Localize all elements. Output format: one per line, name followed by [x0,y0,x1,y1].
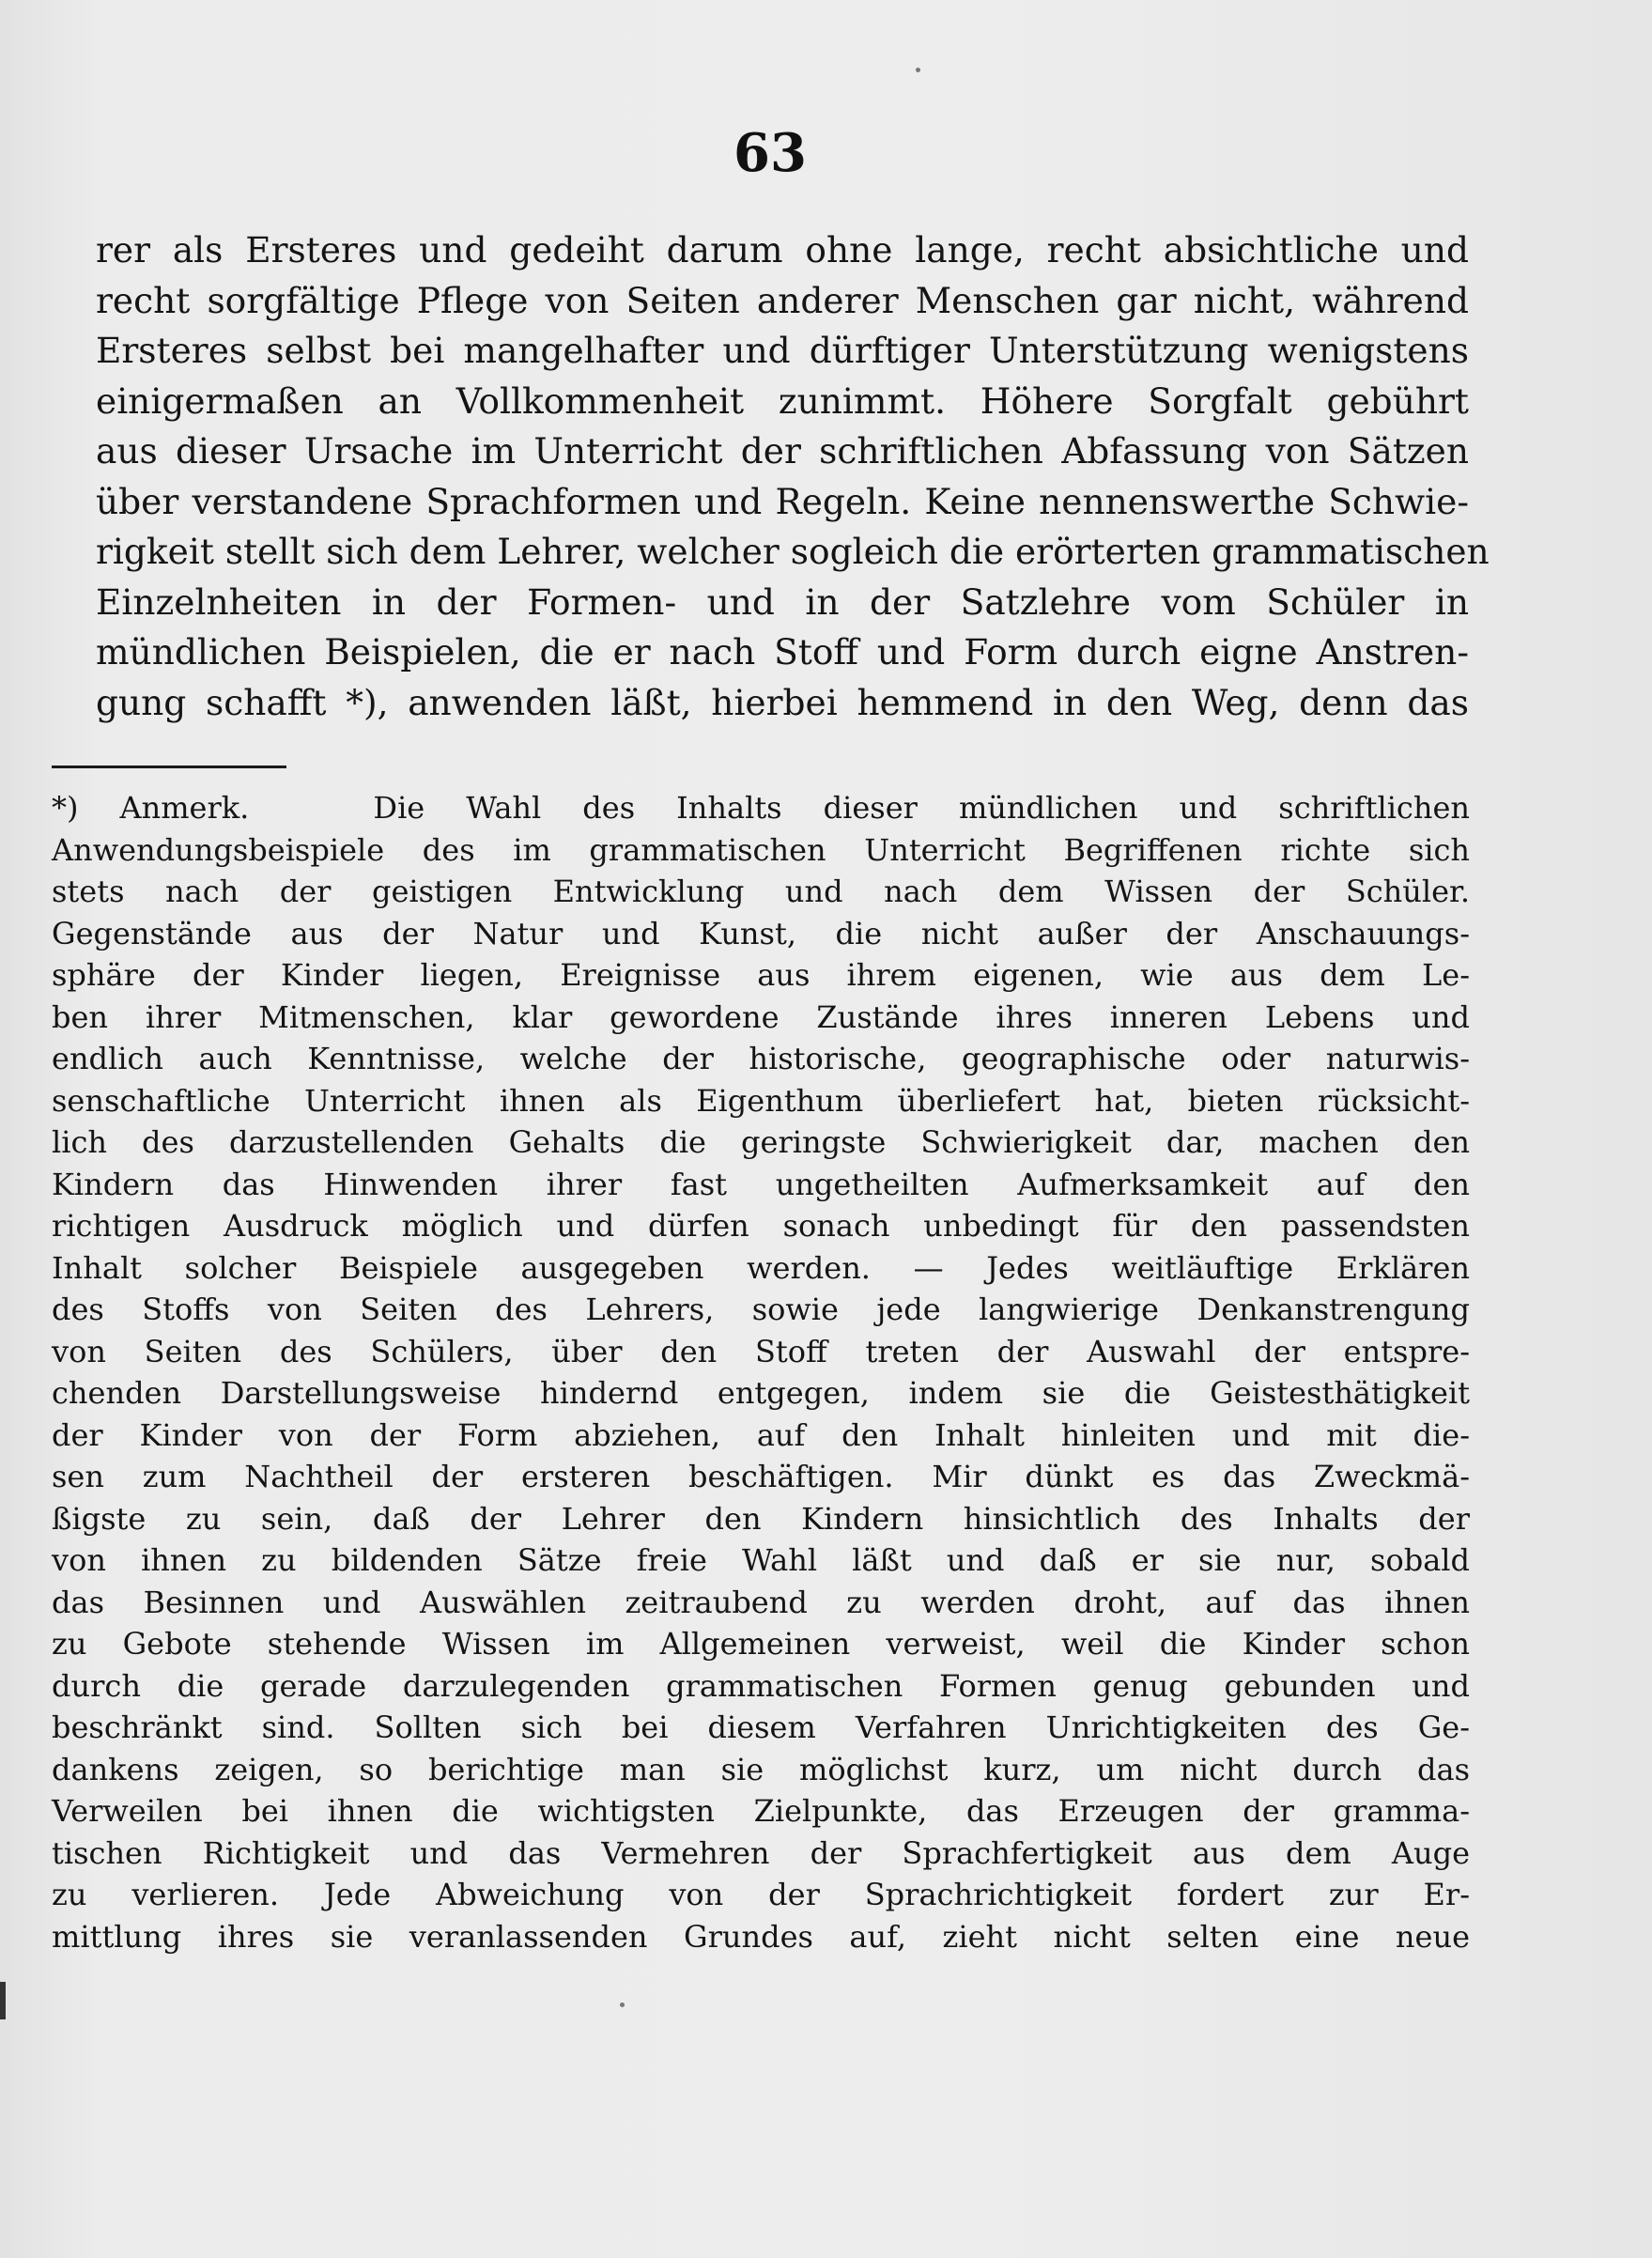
footnote-line: von ihnen zu bildenden Sätze freie Wahl läßt und daß er sie nur, sobald [52,1542,1470,1578]
footnote-line: das Besinnen und Auswählen zeitraubend zu werden droht, auf das ihnen [52,1584,1470,1620]
text-line: Einzelnheiten in der Formen- und in der Satzlehre vom Schüler in [96,580,1469,623]
footnote-line: lich des darzustellenden Gehalts die geringste Schwierigkeit dar, machen den [52,1124,1470,1160]
footnote-line: ben ihrer Mitmenschen, klar gewordene Zustände ihres inneren Lebens und [52,998,1470,1035]
text-line: über verstandene Sprachformen und Regeln. Keine nennenswerthe Schwie- [96,480,1469,522]
page-edge-mark [0,1982,6,2019]
footnote-lines [52,829,1470,1958]
footnote-line: zu verlieren. Jede Abweichung von der Sprachrichtigkeit fordert zur Er- [52,1877,1470,1912]
footnote-marker: *) Anmerk. [52,790,250,826]
text-line: einigermaßen an Vollkommenheit zunimmt. Höhere Sorgfalt gebührt [96,379,1469,422]
footnote-line: des Stoffs von Seiten des Lehrers, sowie jede langwierige Denkanstrengung [52,1291,1470,1327]
footnote-line: mittlung ihres sie veranlassenden Grundes auf, zieht nicht selten eine neue [52,1918,1470,1955]
footnote-line: tischen Richtigkeit und das Vermehren der Sprachfertigkeit aus dem Auge [52,1834,1470,1871]
footnote-first-line-text: Die Wahl des Inhalts dieser mündlichen und schriftlichen [373,790,1471,826]
footnote-line: richtigen Ausdruck möglich und dürfen sonach unbedingt für den passendsten [52,1208,1470,1244]
footnote-line: Anwendungsbeispiele des im grammatischen Unterricht Begriffenen richte sich [52,831,1470,868]
footnote-line: ßigste zu sein, daß der Lehrer den Kindern hinsichtlich des Inhalts der [52,1500,1470,1537]
text-line: recht sorgfältige Pflege von Seiten anderer Menschen gar nicht, während [96,279,1469,321]
footnote-line: Inhalt solcher Beispiele ausgegeben werden. — Jedes weitläuftige Erklären [52,1249,1470,1286]
footnote-block [52,787,1470,1957]
paper-speck [620,2003,625,2007]
footnote-line: Kindern das Hinwenden ihrer fast ungetheilten Aufmerksamkeit auf den [52,1166,1470,1202]
footnote-line: von Seiten des Schülers, über den Stoff treten der Auswahl der entspre- [52,1333,1470,1369]
text-line: Ersteres selbst bei mangelhafter und dürftiger Unterstützung wenigstens [96,330,1469,371]
footnote-line: beschränkt sind. Sollten sich bei diesem Verfahren Unrichtigkeiten des Ge- [52,1709,1470,1745]
footnote-line: zu Gebote stehende Wissen im Allgemeinen verweist, weil die Kinder schon [52,1626,1470,1662]
footnote-line: senschaftliche Unterricht ihnen als Eigenthum überliefert hat, bieten rücksicht- [52,1082,1470,1119]
footnote-line: sphäre der Kinder liegen, Ereignisse aus ihrem eigenen, wie aus dem Le- [52,957,1470,993]
footnote-separator-rule [52,766,286,768]
footnote-line: dankens zeigen, so berichtige man sie möglichst kurz, um nicht durch das [52,1751,1470,1787]
page-number: 63 [733,122,807,184]
footnote-line: Verweilen bei ihnen die wichtigsten Zielpunkte, das Erzeugen der gramma- [52,1793,1470,1829]
footnote-first-line [52,787,1470,829]
footnote-line: Gegenstände aus der Natur und Kunst, die nicht außer der Anschauungs- [52,915,1470,951]
text-line: rer als Ersteres und gedeiht darum ohne lange, recht absichtliche und [96,229,1469,271]
footnote-line: stets nach der geistigen Entwicklung und nach dem Wissen der Schüler. [52,874,1470,909]
text-line: aus dieser Ursache im Unterricht der schriftlichen Abfassung von Sätzen [96,430,1469,472]
text-line: mündlichen Beispielen, die er nach Stoff und Form durch eigne Anstren- [96,631,1469,673]
paper-speck [916,68,920,72]
footnote-line: sen zum Nachtheil der ersteren beschäftigen. Mir dünkt es das Zweckmä- [52,1459,1470,1494]
footnote-line: chenden Darstellungsweise hindernd entgegen, indem sie die Geistesthätigkeit [52,1375,1470,1411]
text-line: gung schafft *), anwenden läßt, hierbei hemmend in den Weg, denn das [96,681,1469,723]
footnote-line: durch die gerade darzulegenden grammatischen Formen genug gebunden und [52,1667,1470,1704]
footnote-line: der Kinder von der Form abziehen, auf den Inhalt hinleiten und mit die- [52,1416,1470,1453]
text-line: rigkeit stellt sich dem Lehrer, welcher sogleich die erörterten grammatischen [96,531,1490,572]
footnote-line: endlich auch Kenntnisse, welche der historische, geographische oder naturwis- [52,1041,1470,1076]
main-text-block [96,225,1490,728]
